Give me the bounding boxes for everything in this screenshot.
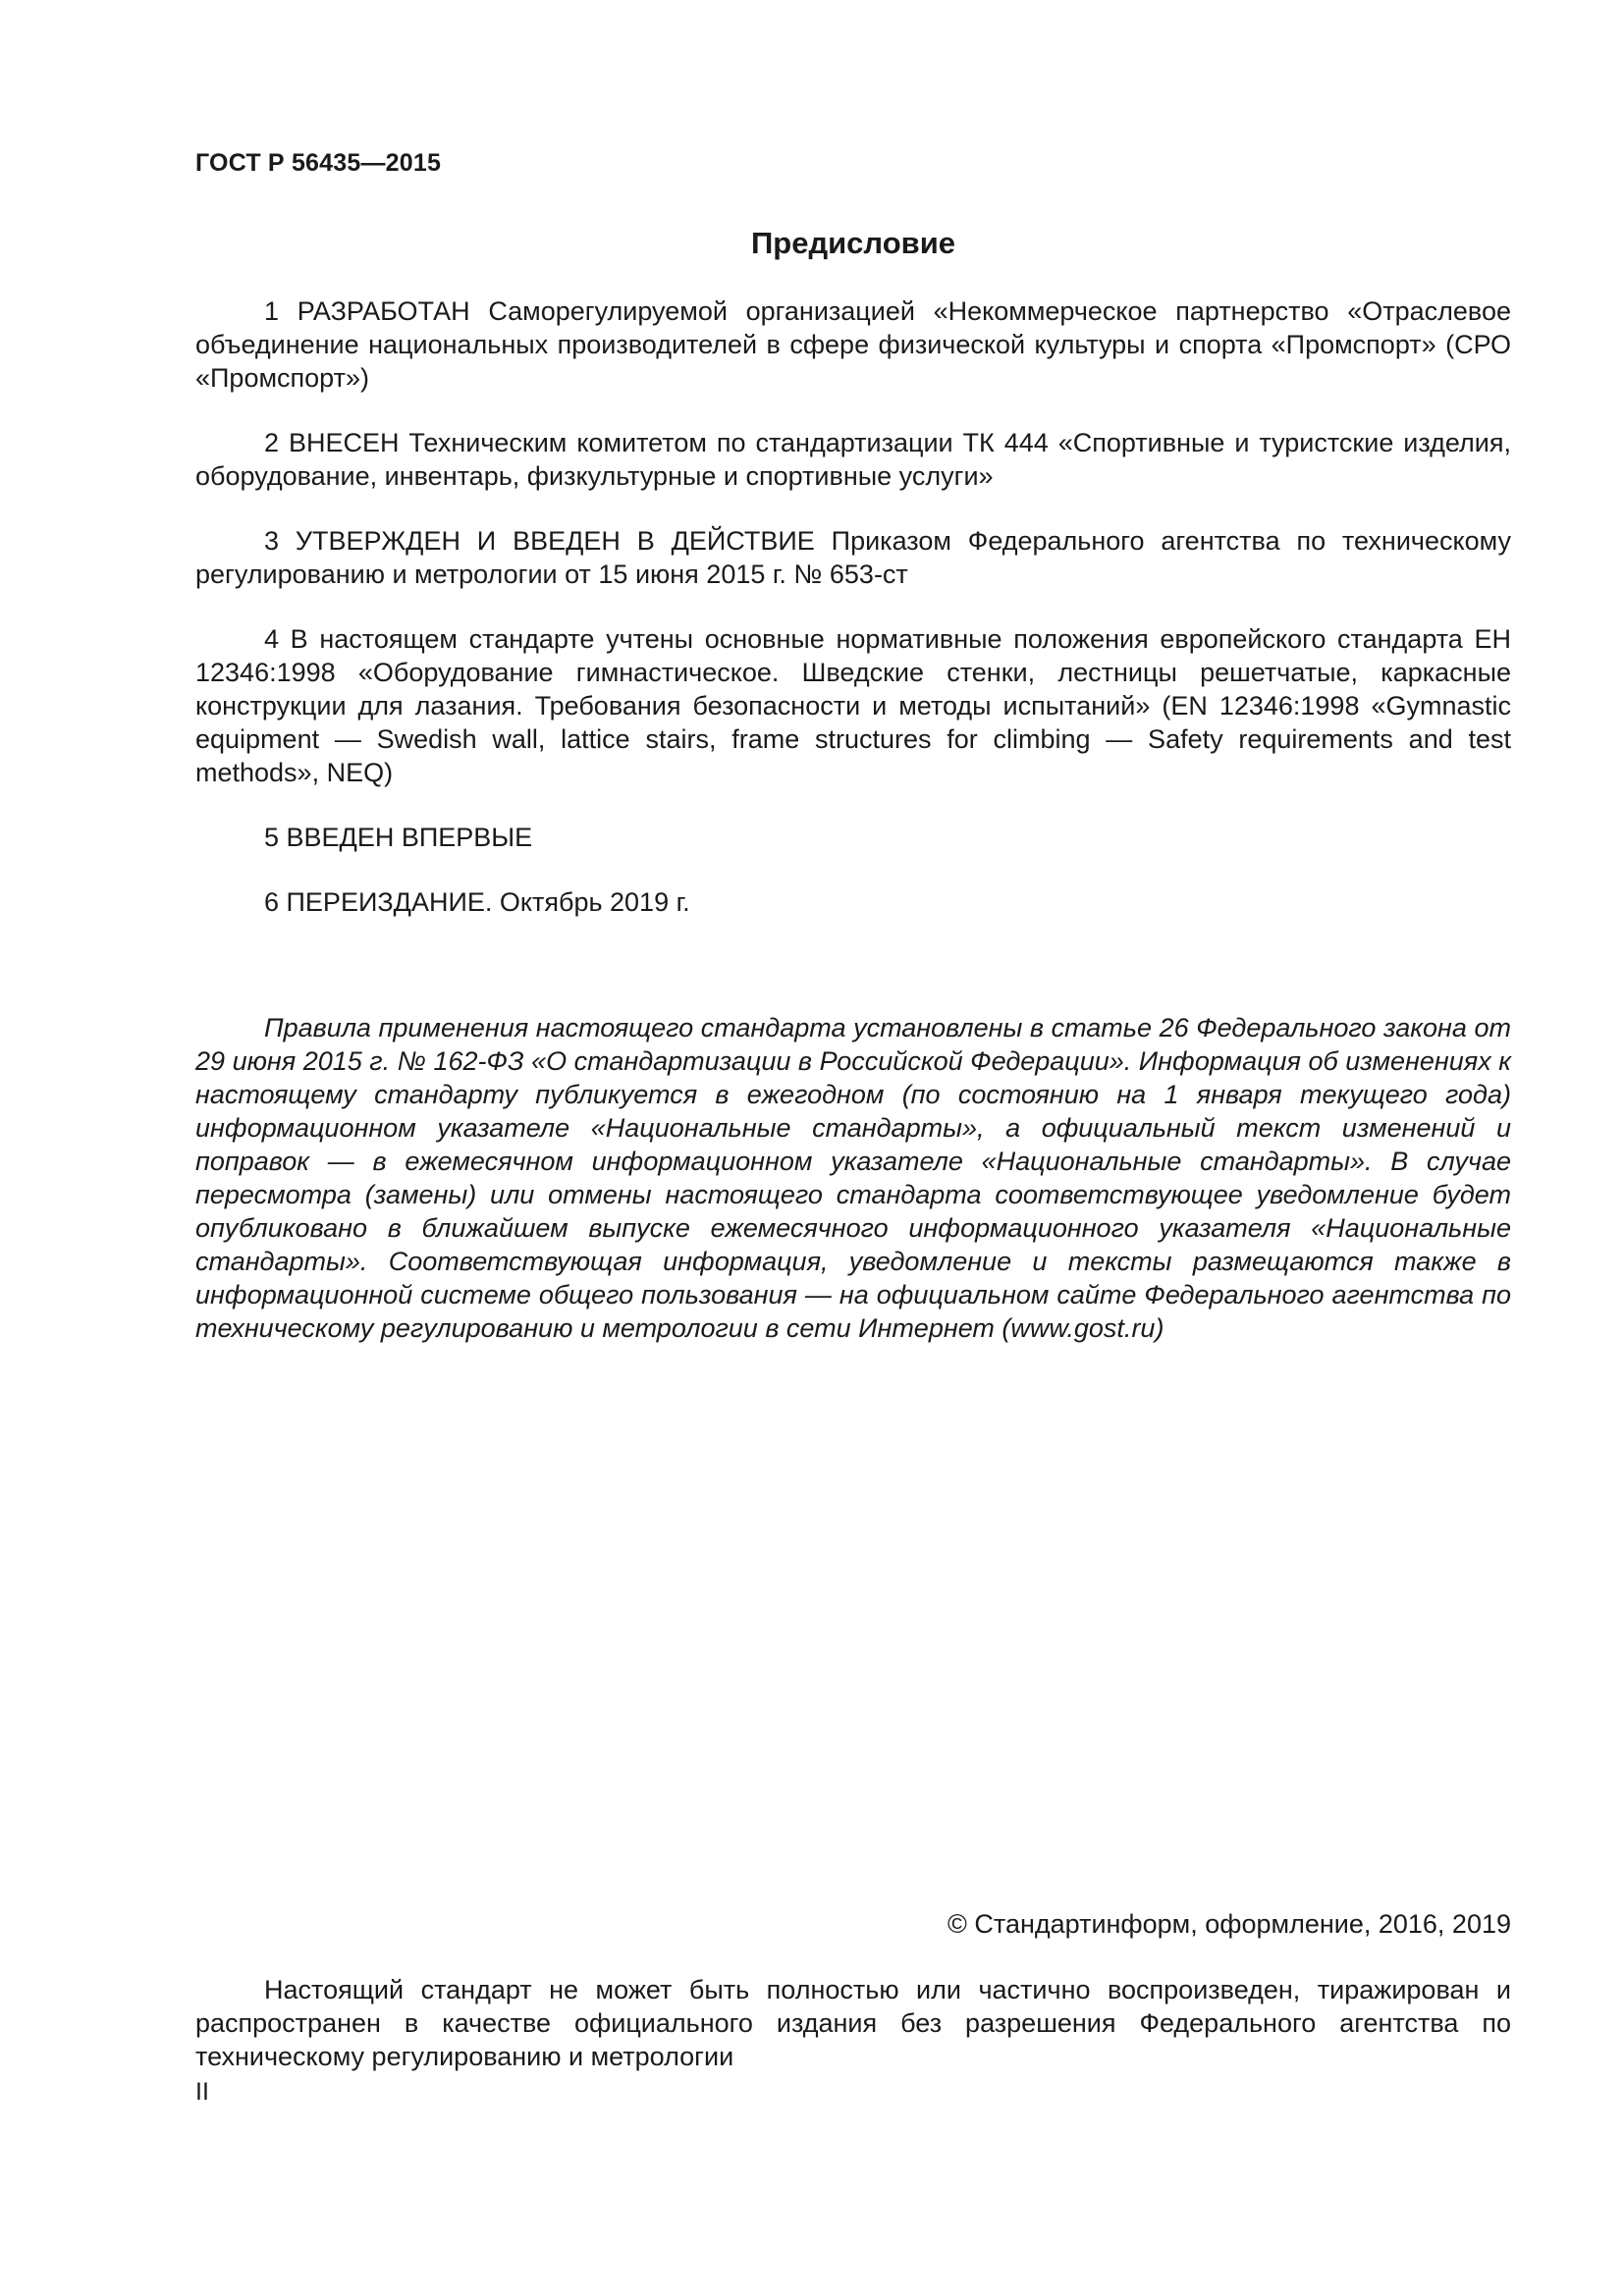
reproduction-notice: Настоящий стандарт не может быть полностью или частично воспроизведен, тиражирован и распространен в качестве официального издания без разрешения Федерального агентства по техническому регулированию и метрологии bbox=[195, 1975, 1511, 2071]
foreword-item-4: 4 В настоящем стандарте учтены основные нормативные положения европейского стандарта ЕН 12346:1998 «Оборудование гимнастическое. Шведские стенки, лестницы решетчатые, каркасные конструкции для лазания. Требования безопасности и методы испытаний» (EN 12346:1998 «Gymnastic equipment — Swedish wall, lattice stairs, frame structures for climbing — Safety requirements and test methods», NEQ) bbox=[195, 624, 1511, 787]
foreword-item-2: 2 ВНЕСЕН Техническим комитетом по стандартизации ТК 444 «Спортивные и туристские изделия, оборудование, инвентарь, физкультурные и спортивные услуги» bbox=[195, 428, 1511, 491]
foreword-item-3: 3 УТВЕРЖДЕН И ВВЕДЕН В ДЕЙСТВИЕ Приказом Федерального агентства по техническому регулированию и метрологии от 15 июня 2015 г. № 653-ст bbox=[195, 526, 1511, 589]
foreword-items bbox=[195, 294, 1511, 950]
copyright-line: © Стандартинформ, оформление, 2016, 2019 bbox=[947, 1909, 1511, 1939]
foreword-item-1: 1 РАЗРАБОТАН Саморегулируемой организацией «Некоммерческое партнерство «Отраслевое объединение национальных производителей в сфере физической культуры и спорта «Промспорт» (СРО «Промспорт») bbox=[195, 296, 1511, 393]
foreword-item-5: 5 ВВЕДЕН ВПЕРВЫЕ bbox=[264, 823, 533, 852]
application-rules-text: Правила применения настоящего стандарта установлены в статье 26 Федерального закона от 29 июня 2015 г. № 162-ФЗ «О стандартизации в Российской Федерации». Информация об изменениях к настоящему стандарту публикуется в ежегодном (по состоянию на 1 января текущего года) информационном указателе «Национальные стандарты», а официальный текст изменений и поправок — в ежемесячном информационном указателе «Национальные стандарты». В случае пересмотра (замены) или отмены настоящего стандарта соответствующее уведомление будет опубликовано в ближайшем выпуске ежемесячного информационного указателя «Национальные стандарты». Соответствующая информация, уведомление и тексты размещаются также в информационной системе общего пользования — на официальном сайте Федерального агентства по техническому регулированию и метрологии в сети Интернет (www.gost.ru) bbox=[195, 1013, 1511, 1343]
foreword-item-6: 6 ПЕРЕИЗДАНИЕ. Октябрь 2019 г. bbox=[264, 887, 690, 917]
section-title: Предисловие bbox=[750, 226, 955, 260]
page-number: II bbox=[195, 2078, 209, 2106]
document-code-header: ГОСТ Р 56435—2015 bbox=[195, 149, 442, 177]
